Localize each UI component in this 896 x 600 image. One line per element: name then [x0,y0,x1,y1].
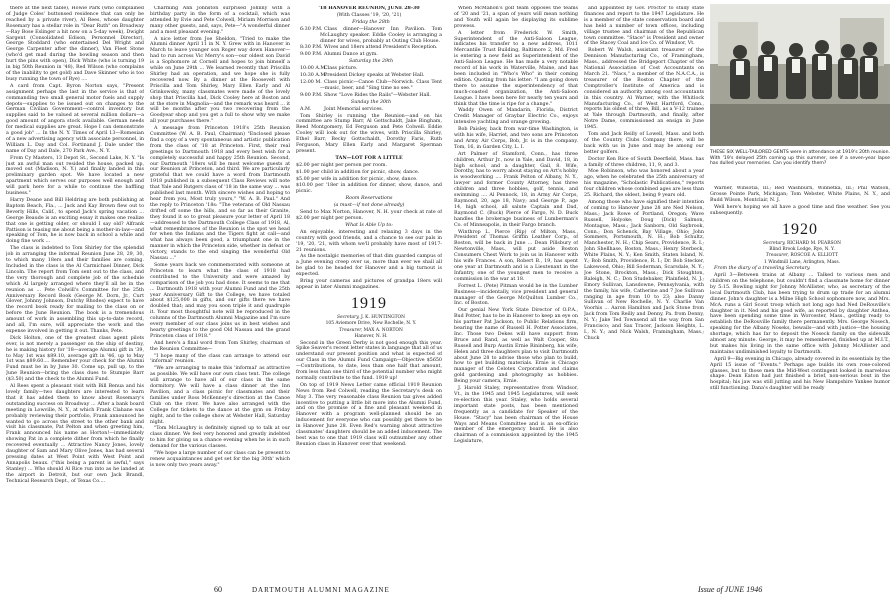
tariff-line: $2.00 per night per person per room. [296,162,387,168]
column-paragraph: As the nostalgic memories of that dim guarded campus of a June evening creep over us, more than ever we shall all be glad to be headed for Hanover and a big turnout is expected. [296,254,442,278]
class-treasurer-address-1920: 1 Windmill Lane, Arlington, Mass. [764,259,840,265]
column-paragraph: Al Rees spent a pleasant visit with Bill Benua and his lovely family—two daughters are interested to learn that it has added them to know about Rosemary's outstanding success on Broadway ... After a bank board meeting in Lowville, N. Y., at which Frank Clahane was probably reviewing their portfolio, Frank announced he wanted to go across the street to the other bank and visit his classmate, Pat Pelton and when greeting him, Frank announced his name as Horton!—immediately showing Pat in a complete dither from which he finally recovered eventually ... Attractive Nancy Jones, lovely daughter of Sam and Mary Olive Jones, has had several pressing dates at West Point with West Point and Annapolis beaux. ("this being a parent is awful," says Stanley) ... Who should Al Rice run into as he landed at the airport in Detroit, but our own Jack Brandl, Technical Research Dept., of Texas Co.... [6,384,144,484]
schedule-time: 10:00 A.M. [300,66,327,72]
column-paragraph: "We hope a large number of our class can be present to renew acquaintances and get set for the big 30th' which is now only two years away." [150,451,290,468]
schedule-row [296,45,442,51]
running-head-left: DARTMOUTH ALUMNI MAGAZINE [252,586,390,594]
schedule-time: 9:00 P.M. [300,52,323,58]
column-paragraph: Tom and Jack Reilly of Lowell, Mass. and both of the Country Clubs Company there, will be back with us in June and may be among our better golfers. [584,132,704,155]
class-secretary-address-1920: Blind Brook Lodge, Rye, N. Y. [769,246,835,252]
schedule-day-sunday: Sunday the 30th [350,99,392,105]
schedule-row [296,73,442,79]
room-reservations-title: Room Reservations [345,196,393,202]
schedule-event: Class dinner—Hanover Inn Pavilion. Tom McLaughry speaker. Eddie Cooley is arranging a dinner for wives, probably at Outing Club House. [320,26,442,44]
column-paragraph: Moe Robinson, who was honored about a year ago, when he celebrated the 25th anniversary of his magazine, "Scholastic Publications," reports four children whose combined ages are less than 25. Richard, the oldest, being 9 years old. [584,169,704,199]
column-paragraph: Some years back we commemorated with someone at Princeton to learn what the class of 1918 had contributed to the University and were amazed by comparison of the job you had done. It seems to me that ... Dartmouth 1918 with your Alumni Fund and the 25th year Anniversary Gift to the College, we have totaled about $125,000 in gifts, and our gifts there we have doubled that; and may you soon triple it and quadruple it. Your most thoughtful note will be reproduced in the columns of the Dartmouth Alumni Magazine and I'm sure every member of our class joins us in best wishes and hearty greetings to the good Old Nassau and the grand Princeton class of 1918." [150,262,290,339]
what-is-ahead-title: What Is Able Up to: [345,222,393,228]
reunion-group-photo [710,4,890,146]
schedule-event: Show "Love Rides the Rails"—Webster Hall. [324,92,431,98]
issue-date-footer: Issue of JUNE 1946 [698,585,763,594]
tariff-line: $1.00 per child in addition for picnic, show, dance. [296,169,420,175]
column-paragraph: And here's a final word from Tom Shirley, chairman of the Reunion Committee— [150,340,290,352]
column-paragraph: Waddy Owen of Mandarin, Florida, District Credit Manager of Graybar Electric Co., enjoys intensive yachting and orange growing. [454,108,578,126]
tariff-line: $10.00 per '18er in addition for dinner, show, dance, and picnic. [296,183,442,195]
column-paragraph: A message from Princeton 1918's 25th Reunion Committee (W. A. B. Paul, Chairman) "Enclosed please find a copy of a very spontaneous and artistic publication from the class of '18 at Princeton. First, their real greetings to Dartmouth 1918 and every best wish for a completely successful and happy 25th Reunion. Second, our Dartmouth '18ers will be most welcome guests at our Reunion at Princeton, and third. We are particularly grateful that we could have a word from Dartmouth 1918 published in a subsequent Class Reviews will note that Yale and Rutgers class of '18 in the same way ... was published last month. With sincere wishes and hoping to hear from you, Most truly yours," "W. A. B. Paul." And the reply to Princeton '18s: "The veterans of Old Nassau drifted off some the hills, and so far as their Granite, they found it so to great pleasure your letter of April 18—addressed to the Dartmouth College Class of 1918, Al, what remembrances of the Reunion is the spot we head for when the Indians and the Tigers fight at call—and what has always been good, a triumphant one in the manner in which the Princeton side, whether in defeat or victory, stands to the end singing the wonderful Old Nassau ..." [150,126,290,262]
schedule-event: Class picture. [324,66,358,72]
schedule-row [296,52,442,58]
class-secretary-1920: Secretary, RICHARD M. PEARSON [763,240,841,246]
left-column-1 [6,6,144,584]
schedule-row [296,80,442,92]
column-paragraph: there at the next table), Howie Park (who complained of Judge Coles' buttonsed residence that can only be reached by a private river), Al Rees, whose daughter Rosemary has a stellar role in "Dear Ruth" on Broadway—Ray Bose Eslinger a hit now on a 5-day week), Dwight Sargent (Consolidated Edison, Personnel Director), George Stoddard (who entertained Del Wright and George Carpenter after the dinner), Van Fleet Stone (who'd get mad during the bowling season and then hurt the pins with open), Dick White (who is turning 19 in big 50th Reunion in '48), Red Wilson (who complains of the inability to get gold) and Dave Skinner who is too busy running the town of Rye) .... [6,6,144,82]
column-paragraph: Warner, Winsotia, Ill.; Red Washburn, Winnetka, Ill.; Phil Watson, Grosse Pointe Park, Michigan; Tom Webster, White Plains, N. Y., and Budd Wilson, Montclair, N. J. [710,186,890,203]
class-year-heading-1919: 1919 [351,294,387,312]
column-paragraph: Forrest L. (Pete) Pitman would be in the Lumber Business—incidentally, vice president and general manager of the George McQuilton Lumber Co., Inc. of Boston. [454,283,578,307]
schedule-day-saturday: Saturday the 29th [348,59,394,65]
schedule-event: Alumni Dance at gym. [324,52,378,58]
schedule-event: President Dickey speaks at Webster Hall. [324,73,425,79]
column-paragraph: "We are arranging to make this 'informal' as attractive as possible. We will have our own class tent. The college will arrange to have all of our class in the same dormitory. We will have a class dinner at the Inn Pavilion, and a class picnic for classmates and their families under Ross McKenney's direction at the Canoe Club on the river. We have also arranged with the College for tickets to the dance at the gym on Friday night, and to the college show at Webster Hall, Saturday night. [150,366,290,425]
schedule-friday-rows [296,27,442,59]
column-paragraph: A letter from Frederick W. Smith, Superintendent of the Anti-Saloon League, indicates his transfer to a new address, 1011 Mercantile Trust Building, Baltimore 2, Md. Fred is entering a new field as Superintendent of the Anti-Saloon League. He has made a very notable record of his work in Waterville, Maine, and has been included in "Who's Who" in their coming edition. Quoting from his letter: "I am going down there to assume the superintendency of that much-coasted organization, the Anti-Saloon League. I have been here for nearly ten years and think that the time is ripe for a change." [454,30,578,107]
column-paragraph: Tom Shirley is running the Reunion—and on his committee are Stump Barr, Al Gottschaldt, Jake Bingham, Reed Montgomery, Ed Ferguson and Pete Colwell. Eddie Cooley will look out for the wives, with Priscilla Shirley, Ethel Barr, Becky Gottschaldt, Dorothy Faris, Ruth Ferguson, Mary Ellen Early and Margaret Sperman present. [296,113,442,154]
column-paragraph: Art Palmer of Stamford, Conn., has three children, Arthur Jr., now in Yale, and David, 18, in high school, and a daughter, Gail, 8. Wife, Dorothy, has to worry about staying on Art's hobby is woodworking .... Frank Pelton of Albany, N. Y., lawyer and former County Attorney, has three children and three hobbies, golf, tennis, and swimming .... Al Pennock, 18, in Army Air Corps, Raymond, 20, age 18, Navy; and George P., age 14, high school, all salute Captain and Dad, Raymond C. (Buck) Pierce of Fargo, N. D. Buck handles the brokerage business of Lumberman's Co. of Minneapolis, in their Fargo branch. [454,151,578,228]
reunion-schedule-title: '18 HANOVER REUNION, JUNE 28-30 [318,6,420,11]
tariff-title: TAN—LOT FOR A LITTLE [335,154,403,161]
right-column-1 [454,6,578,584]
column-paragraph: Charming Ann Johnston surprised Johnny with a birthday party in the form of a cocktail, which was attended by Evie and Pete Colwell, Miriam Morrison and many other guests, and, says, Pete—"A wonderful dinner and a most pleasant evening." [150,6,290,35]
column-paragraph: J. Harold Staley, representative from Windsor, Vt., in the 1945 and 1945 Legislatures, will seek re-election this year. Staley, who holds several important state posts, has been mentioned frequently as a candidate for Speaker of the House. "Stacy" has been chairman of the House Ways and Means Committee and is an ex-officio member of the emergency board. He is also chairman of a commission appointed by the 1945 Legislature, [454,386,578,445]
schedule-sunday-rows [296,107,442,113]
column-paragraph: Bring your cameras and pictures of grandpa 18ers will appear in later Alumni magazines. [296,279,442,290]
column-paragraph: Well here's hoping we all have a good time and fine weather. See you subsequently. [710,204,890,216]
column-paragraph: A nice letter from Joe Sheldon, "Tried to make the Alumni dinner April 11 in N. Y. Grew with in Hanover in March to leave younger son Roger way down Hanover—had to run across Vic Merry's son—our oldest son David is a Sophomore at Cornell and hopes to join himself a while on June 29th ... We learned recently that Priscilla Shirley had an operation, and we hope she is fully recovered now. By a dinner at the Roosevelt with Priscilla and Tom Shirley, Mary Ellen Early and Al Grinkowsky, many classmates were made of the lovely shop that Priscilla had, Dick Cooley here at Boston and at the store in Magnolia—and the remark was heard ... it will be months after you two recovering from the Goodyear shop and you get a full to show why we make all your purchases there." [150,36,290,125]
reunion-schedule-subtitle: (With Classes '19, '20, '21) [336,12,402,18]
room-reservations-text: Send to Max Norton, Hanover, N. H. your check at rate of $2.00 per night per person. [296,210,442,221]
schedule-day-friday: Friday the 28th [352,19,390,25]
schedule-time: 10:30 A.M. [300,73,327,79]
column-paragraph: Our genial New York State Director of O.P.A., Bud Potter, has to be in Hanover to keep an eye on his partner Pat Jackson, to Public Relations firm, bearing the name of Russell H. Potter Associates, Inc. Those two Dekes will have support from Bruce and Rand, as well as Walt Cooper, Stu Russell and Burp Austin Ernie Rininberg, his wife, Helen and three daughters plan to visit Dartmouth about June 28 to advise those who plan to build, how to get building materials. Ernie is Chicago manager of the Celotex Corporation and claims gold gardening and photography as hobbies. Being your camera, Ernie. [454,308,578,385]
column-paragraph: The class is indebted to Tom Shirley for the splendid job in arranging the informal Reunion June 28, 29, 30, to which many 18ers and their families are coming. Included in the class is the Al Carmichael Dinner, Dick Lincoln. The report from Tom sent out to the class, and the very thorough and complete job of the schedule which Al largely arranged where they'll all be in the reunion as ... Pete Colwill's Committee for the 25th Anniversary Record Book (George M. Dorn, Jr., Curt Glover, Johnny Johnson, Dutchy Rhodes) expect to have the record book ready for mailing to the class on or before the June Reunion. The book is a tremendous amount of work in assembling this up-to-date record, and all, I'm sure, will appreciate the work and the expense involved in getting it out. Thanks, Pete. [6,246,144,334]
column-paragraph: "I hope many of the class can arrange to attend our 'informal' reunion. [150,353,290,365]
right-page [448,0,896,600]
schedule-row [296,27,442,45]
left-column-3 [296,6,442,584]
schedule-event: Joint Memorial services. [324,106,384,112]
schedule-time: 9:00 P.M. [300,92,323,98]
column-paragraph: Winthrop L. Pierce (Rip) of Milton, Mass., President of Thomas Griffin Leather Corp., of Boston, will be back in June ... Dean Pillsbury of Newtonville, Mass., will put aside Boston Consumers Chest Work to join us in Hanover with his wife Frances. A son, Robert B., 19, has spent one year at Dartmouth and is a Lieutenant in the Infantry, one of the youngest men to receive a commission in the war at 18. [454,229,578,282]
column-paragraph: and appointed by Gov. Proctor to study state finances and report to the 1947 Legislature. He is a member of the state conservation board and has held a number of town offices, including village trustee and chairman of the Republican town committee. "Stace" is President and owner of the Stacey Coal and Ice Co. of Windsor, Vt. [584,6,704,47]
schedule-row [296,107,442,113]
column-paragraph: April 3—Between trains at Albany ... Talked to various men and children on the telephone, but couldn't find a classmate home for dinner by 5:15. Bowling night for Johnny McAllister, who, as secretary of the local Dartmouth Club, has been trying to drum up trade for an alumni dinner. John's daughter is a Milne High School sophomore now, and Mrs. McA. runs a Girl Scout troop which not long ago had Ned DeRouville's daughter in it. Ned and his good wife, as reported by daughter Anthea, have been spending some time in Worcester, Mass., getting ready to establish the DeRouville family there permanently. Mrs. George Nosech, speaking for the Albany Noseks, bewails—and with justice—the housing shortage, which has far to deposit the Noseck family on the sidewalk almost any minute. George, it may be remembered, finished up at M.I.T., but makes his living in the same office with Johnny McAllister and maintains undiminished loyalty to Dartmouth. [710,273,890,355]
class-year-heading-1920: 1920 [782,220,818,238]
reunion-outlook-text [296,230,442,291]
tariff-lines [296,163,442,196]
class-secretary-address-1919: 105 Aviemore Drive, New Rochelle, N. Y. [325,321,417,327]
reunion-group-photo-image [710,4,890,146]
column-paragraph: From the diary of a traveling Secretary. [714,266,811,272]
class-secretary-1919: Secretary, J. K. HUNTINGTON [337,314,405,320]
schedule-time: 12:00 M. [300,79,322,85]
column-paragraph: April 9—Big evening in Chicago, already covered in its essentials by the April 15 issue of "Events." Perhaps age builds its own rose-colored glasses, but to those men the Mid-West contingent looked in marvelous shape. Dean Eaton had just finished a brief, non-serious bout in the hospital; his jaw was still jutting and his New Hampshire Yankee humor still functioning. Dana's daughter will be ready [710,356,890,392]
class-treasurer-1920: Treasurer, ROSCOE A. ELLIOTT [765,253,839,259]
schedule-time: 8:30 P.M. [300,45,323,51]
schedule-event: Wives and 18ers attend President's Reception. [324,45,438,51]
column-paragraph: Dick Holton, one of the greatest class agent pilots ever, is not merely a passenger on the ship of destiny, he is making history for '18—average Alumni gift in '39, to May 1st was $89.10, average gift in '46, up to May 1st was $89.60.... Remember your check for the Alumni Fund must be in by June 30. Come up, pull up, to the June Reunion—bring the class dues to Stumpie Barr ($3.50) and the check to the Alumni Fund. [6,335,144,383]
right-column-2 [584,6,704,584]
tariff-line: $5.00 per wife in addition for picnic, show, dance. [296,176,418,182]
schedule-time: 6:30 P.M. [300,26,323,32]
column-paragraph: On top of 1919 News Letter came official 1919 Reunion News from Red Colwell, reading the Secretary's desk on May 3. The very reasonable class Reunion tax gives added incentive to putting a little bit more into the Alumni Fund, and on the promise of a fine and pleasant weekend in Hanover with a program well-planned should be an inducement for everyone who can possibly get there to be in Hanover June 28. Even Red's warning about attractive classmates' daughters should be an added inducement. The best was to one that 1919 class will outnumber any other Reunion class in Hanover over that weekend. [296,382,442,447]
column-paragraph: An enjoyable, interesting and relaxing 3 days in the country with good friends, and a chance to see our pals in '19, '20, '21, with whom we'll probably have most of 1917-21 reunions. [296,229,442,253]
column-paragraph: Bob Paisley, back from war-time Washington, is with his wife, Harriet, and two sons are Princeton and Army Air Corps, Bob, Jr. is in the company. Tom, 16, in Garden City, L. I. [454,127,578,150]
column-paragraph: "Tom McLaughry is definitely signed up to talk at our class dinner. We feel very honored and greatly indebted to him for giving us a chance evening when he is in such demand for the various classes. [150,426,290,450]
schedule-row [296,66,442,72]
column-paragraph: Harry Deane and Bill Heldring are both publishing at Baptom Beach, Fla., ... Jack and Kay Brown flew out to Beverly Hills, Calif., to spend Jack's spring vacation ... George Beaude is an exciting essay it makes one realize that one is getting older, or should I say old? Alfrank Pattison is teasing me about being a mother-in-law—and speaking of Tom, he is now back in school a while and doing fine work ... [6,198,144,245]
left-column-2 [150,6,290,584]
photo-caption: THESE SIX WELL-TAILORED GENTS were in attendance at 1919's 20th reunion. With '19's delayed 25th coming up this summer, see if a seven-year lapse has dulled your memories. Can you identify them? [710,150,890,167]
column-paragraph: A card from Capt. Byron Norton says, "Present assignment perhaps the last in the service is that of commanding two small general motor fuels and supply depots—supplies to be issued out on changes to the German Civilian Government—control inventory but supplies said to be valued at several million dollars—a good amount of angora stock available. German needs for medical supplies are great. Hope I can demonstrate a good job" ... In the N. Y. Times of April 13—Romesian of a new advertising agency with associate personnel, in William L. Day and Col. Fortinand J. Dale under the name of Day and Dale, 270 Park Ave., N. Y. [6,83,144,154]
column-paragraph: When McMahon's golf team opposes the teams of '20 and '21, a span of years will mean nothing and Youth will again be displaying its sublime prowess. [454,6,578,29]
schedule-row [296,93,442,99]
room-reservations-subtitle: (a must—if not done already) [333,203,405,209]
schedule-event: Class picnic—Canoe Club—Norwich. Class Tent—music, beer, and "Sing time no see." [320,79,442,91]
class-1919-notes [296,341,442,448]
class-treasurer-address-1919: Hanover, N. H. [354,334,388,340]
reunion-committee-text [296,114,442,155]
column-paragraph: From Cy Masters, 13 Depot St., Second Lake, N. Y. "Is just an awful man out resided the house, packed up, moved out (Madison, N. Y.) and finally landed in this preliminary garden spot. We have located a new apartment which serves our purposes well enough and will park here for a while to continue the baffling business." [6,155,144,197]
column-paragraph: Doctor Ken Rice of South Deerfield, Mass. has a family of three children, 11, 9, and 3. [584,156,704,168]
class-treasurer-1919: Treasurer, MAX A. NORTON [339,327,403,333]
column-paragraph: Second in the Green Derby is not good enough this year. Spike Seaver's recent letter states in language that all of us understand our present position and what is expected of our Class in the Alumni Fund Campaign—Objective $5650—Contributions, to date, less than one half that amount, from less than one third of the potential number who might normally contribute to the fund. 1919 up! [296,340,442,381]
column-paragraph: Robert W. Walsh, assistant treasurer of the Dennison Manufacturing Co., of Framingham, Mass., addressed the Bridgeport Chapter of the National Association of Cost Accountants on March 21. "Nacs," a member of the N.A.C.A., is treasurer of the Boston Chapter of the Comptroller's Institute of America and is considered an authority among cost accountants in this country. Al Warner, with the Whitlock Manufacturing Co., of West Hartford, Conn., reports his oldest of three, Bill, as a V-12 trainee at Yale through Dartmouth, and finally, after Notre Dame, commissioned an ensign in June 1945. [584,48,704,131]
schedule-time: A.M. [300,106,312,112]
page-number-left: 60 [214,585,222,594]
schedule-saturday-rows [296,66,442,99]
right-column-3 [710,186,890,584]
column-paragraph: Among those who have signified their intention of coming to Hanover June 28 are Ned Nelson, Mass.; Jack Rowe of Portland, Oregon; Wave Russell, Holyoke; Doug (Dick) Salmon, Montague, Mass.; Jack Sanborn, Old Saybrook, Conn.; Don Schenck, Bay Village, Ohio; John Sommers, Portsmouth, N. H.; Bob Schultz, Manchester, N. H.; Chip Sears, Providence, R. I.; John Shellhase, Boston, Mass.; Henry Sterbeck, White Plains, N. Y.; Ken Smith, Staten Island, N. Y.; Bob Smith, Providence, R. I.; Dr. Bob Stecker, Lakewood, Ohio; Bill Soderman, Scarsdale, N. Y.; Joe Stone, Brockton, Mass.; Dick Stoughton, Raleigh, N. C.; Don Studebaker, Plainfield, N. J.; Emory Sullivan, Lansdowne, Pennsylvania, with the family, his wife, Catherine and 7 Joe Sullivan ranging in age from 10 to 23; also Danny Sullivan of New Rochelle, N. Y. Charlie Van Voorhis ... Aaron Hamilton and Jack Stone from Jack from Tom Reilly and Denny, Pa. from Denny, N. Y.; Jake Ted Townsend all the way from San Francisco; and Sax Tracer, Jackson Heights, L. I., N. Y.; and Nick Walsh, Framingham, Mass.; Chuck [584,200,704,341]
